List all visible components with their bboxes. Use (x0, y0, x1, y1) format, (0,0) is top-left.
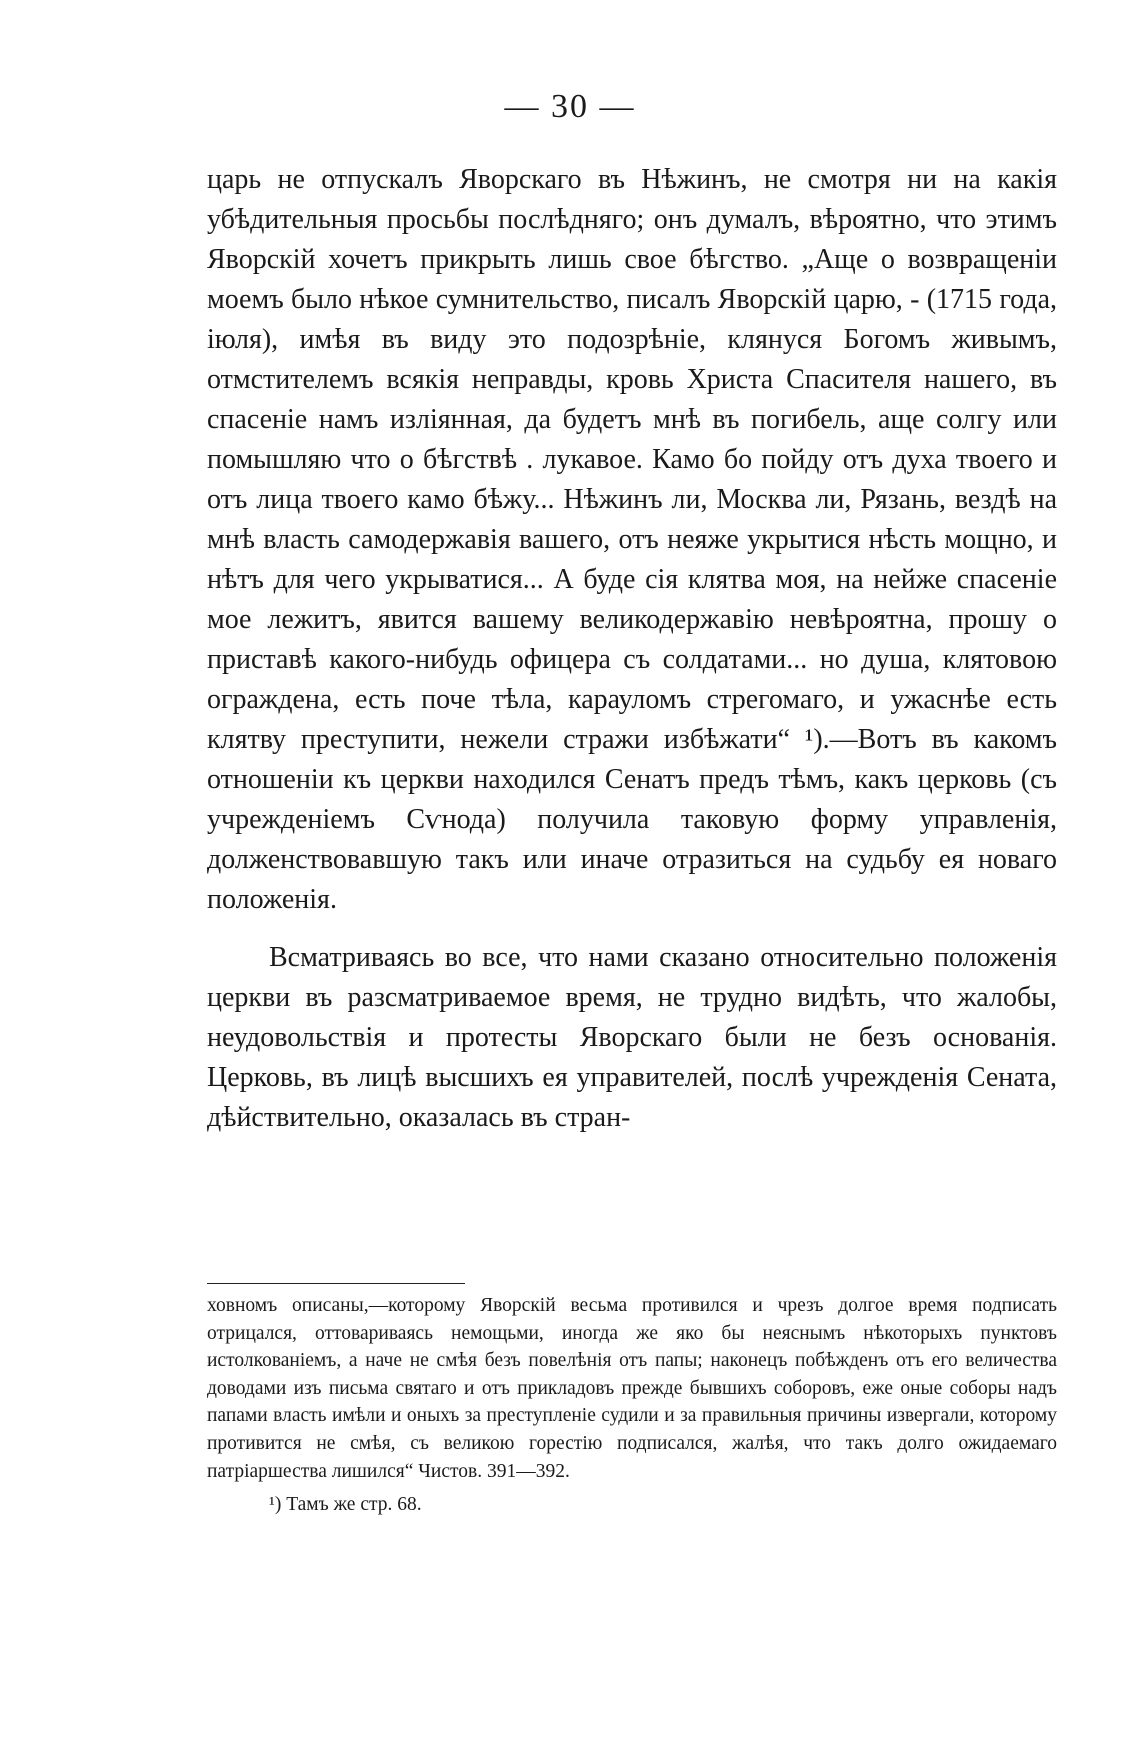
footnote-divider (207, 1283, 465, 1284)
footnote-continuation: ховномъ описаны,—которому Яворскій весьма противился и чрезъ долгое время подписать отрицался, оттовариваясь немощьми, иногда же яко бы неяснымъ нѣкоторыхъ пунктовъ истолкованіемъ, а наче не смѣя безъ повелѣнія отъ папы; наконецъ побѣжденъ отъ его величества доводами изъ письма святаго и отъ прикладовъ прежде бывшихъ соборовъ, еже оные соборы надъ папами власть имѣли и оныхъ за преступленіе судили и за правильныя причины извергали, которому противится не смѣя, съ великою горестію подписался, жалѣя, что такъ долго ожидаемаго патріаршества лишился“ Чистов. 391—392. (207, 1295, 1057, 1482)
footnote-1: ¹) Тамъ же стр. 68. (269, 1494, 422, 1516)
footnotes (207, 1292, 1057, 1519)
body-paragraph: царь не отпускалъ Яворскаго въ Нѣжинъ, не смотря ни на какія убѣдительныя просьбы послѣдняго; онъ думалъ, вѣроятно, что этимъ Яворскій хочетъ прикрыть лишь свое бѣгство. „Аще о возвращеніи моемъ было нѣкое сумнительство, писалъ Яворскій царю, - (1715 года, іюля), имѣя въ виду это подозрѣніе, клянуся Богомъ живымъ, отмстителемъ всякія неправды, кровь Христа Спасителя нашего, въ спасеніе намъ изліянная, да будетъ мнѣ въ погибель, аще солгу или помышляю что о бѣгствѣ . лукавое. Камо бо пойду отъ духа твоего и отъ лица твоего камо бѣжу... Нѣжинъ ли, Москва ли, Рязань, вездѣ на мнѣ власть самодержавія вашего, отъ неяже укрытися нѣсть мощно, и нѣтъ для чего укрыватися... А буде сія клятва моя, на нейже спасеніе мое лежитъ, явится вашему великодержавію невѣроятна, прошу о приставѣ какого-нибудь офицера съ солдатами... но душа, клятовою ограждена, есть поче тѣла, карауломъ стрегомаго, и ужаснѣе есть клятву преступити, нежели стражи избѣжати“ ¹).—Вотъ въ какомъ отношеніи къ церкви находился Сенатъ предъ тѣмъ, какъ церковь (съ учрежденіемъ Сѵнода) получила таковую форму управленія, долженствовавшую такъ или иначе отразиться на судьбу ея новаго положенія. (207, 164, 1057, 915)
page-number: — 30 — (504, 88, 636, 125)
main-text (207, 160, 1057, 1138)
body-paragraph: Всматриваясь во все, что нами сказано относительно положенія церкви въ разсматриваемое время, не трудно видѣть, что жалобы, неудовольствія и протесты Яворскаго были не безъ основанія. Церковь, въ лицѣ высшихъ ея управителей, послѣ учрежденія Сената, дѣйствительно, оказалась въ стран- (207, 942, 1057, 1133)
